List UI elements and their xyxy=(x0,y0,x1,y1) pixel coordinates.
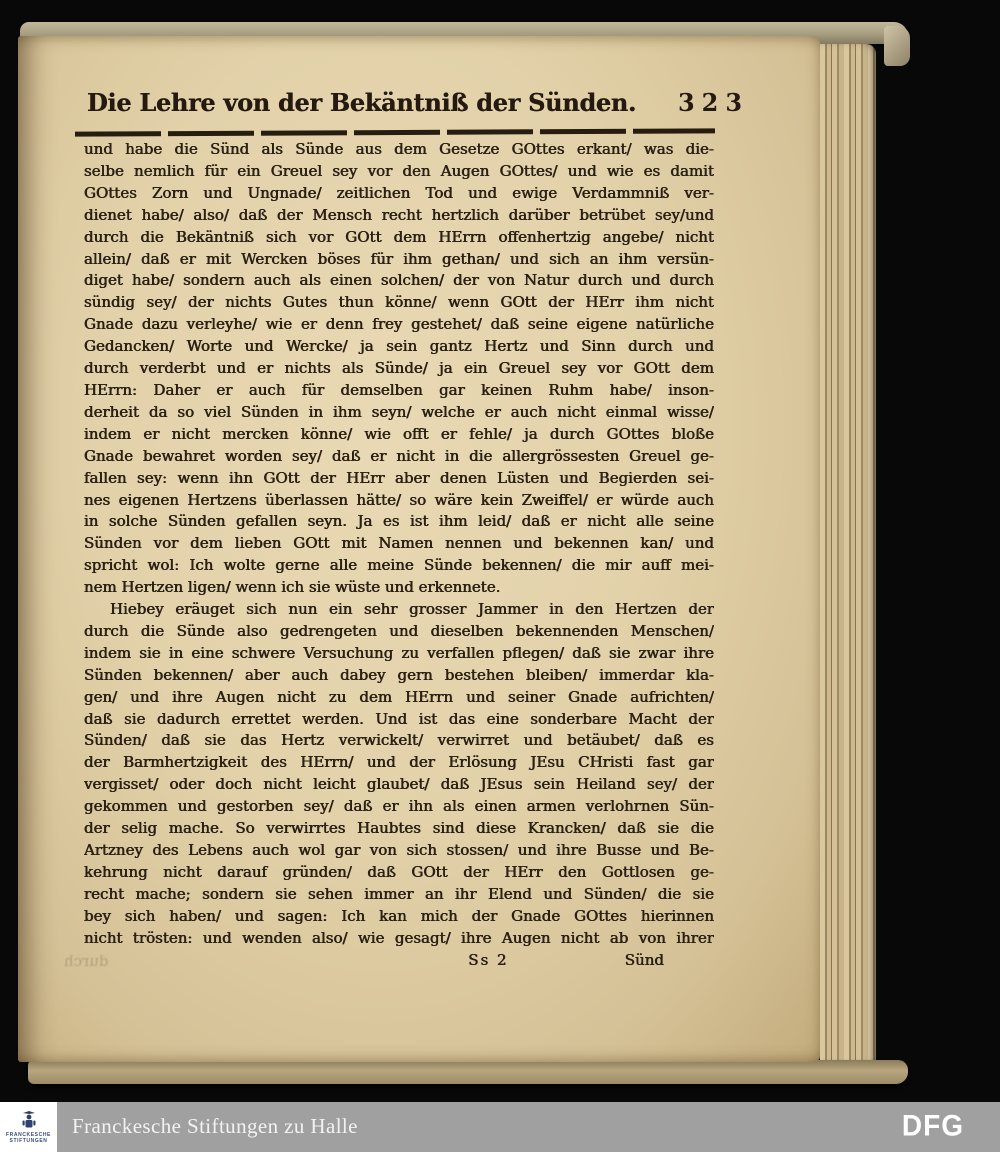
text-line: indem sie in eine schwere Versuchung zu verfallen pflegen/ daß sie zwar ihre xyxy=(84,643,714,662)
signature-mark: Ss 2 xyxy=(468,950,509,969)
text-line: fallen sey: wenn ihn GOtt der HErr aber denen Lüsten und Begierden sei- xyxy=(84,468,714,487)
text-line: Sünden vor dem lieben GOtt mit Namen nennen und bekennen kan/ und xyxy=(84,534,714,553)
text-line: Gedancken/ Worte und Wercke/ ja sein gantz Hertz und Sinn durch und xyxy=(84,337,714,356)
text-line: in solche Sünden gefallen seyn. Ja es ist ihm leid/ daß er nicht alle seine xyxy=(84,512,714,531)
header-rule xyxy=(75,128,715,136)
text-line: gekommen und gestorben sey/ daß er ihn als einen armen verlohrnen Sün- xyxy=(84,797,714,816)
text-line: HErrn: Daher er auch für demselben gar keinen Ruhm habe/ inson- xyxy=(84,380,714,399)
text-line: derheit da so viel Sünden in ihm seyn/ welche er auch nicht einmal wisse/ xyxy=(84,402,714,421)
text-line: nem Hertzen ligen/ wenn ich sie wüste und erkennete. xyxy=(84,578,501,597)
ink-bleed-through: durch xyxy=(64,952,109,970)
paragraph-2 xyxy=(84,599,714,950)
text-line: der selig mache. So verwirrtes Haubtes sind diese Krancken/ daß sie die xyxy=(84,819,714,838)
book-fore-edge xyxy=(820,44,876,1068)
dfg-logo: DFG xyxy=(901,1109,964,1142)
text-line: nes eigenen Hertzens überlassen hätte/ so wäre kein Zweiffel/ er würde auch xyxy=(84,490,714,509)
text-line: und habe die Sünd als Sünde aus dem Gesetze GOttes erkant/ was die- xyxy=(84,140,714,158)
text-line: recht mache; sondern sie sehen immer an ihr Elend und Sünden/ die sie xyxy=(84,884,714,903)
text-line: allein/ daß er mit Wercken böses für ihm gethan/ und sich an ihm versün- xyxy=(84,249,714,268)
text-line: durch verderbt und er nichts als Sünde/ ja ein Greuel sey vor GOtt dem xyxy=(84,359,714,378)
institution-name: Franckesche Stiftungen zu Halle xyxy=(72,1114,358,1138)
logo-text-line2: STIFTUNGEN xyxy=(9,1137,48,1144)
text-line: selbe nemlich für ein Greuel sey vor den Augen GOttes/ und wie es damit xyxy=(84,161,714,180)
text-line: gen/ und ihre Augen nicht zu dem HErrn und seiner Gnade aufrichten/ xyxy=(84,687,714,706)
text-line: Artzney des Lebens auch wol gar von sich stossen/ und ihre Busse und Be- xyxy=(84,841,714,859)
text-line: diget habe/ sondern auch als einen solchen/ der von Natur durch und durch xyxy=(84,271,714,290)
page-number: 323 xyxy=(677,88,750,117)
francke-figure-icon xyxy=(19,1111,39,1131)
text-line: bey sich haben/ und sagen: Ich kan mich der Gnade GOttes hierinnen xyxy=(84,906,714,925)
text-line: Gnade dazu verleyhe/ wie er denn frey gestehet/ daß seine eigene natürliche xyxy=(84,315,714,334)
paragraph-1 xyxy=(84,139,714,599)
text-line: GOttes Zorn und Ungnade/ zeitlichen Tod und ewige Verdammniß ver- xyxy=(84,183,714,202)
text-line: indem er nicht mercken könne/ wie offt er fehle/ ja durch GOttes bloße xyxy=(84,424,714,443)
book-corner-curl xyxy=(884,26,910,66)
text-line: daß sie dadurch errettet werden. Und ist das eine sonderbare Macht der xyxy=(84,709,714,728)
text-line: Hiebey eräuget sich nun ein sehr grosser Jammer in den Hertzen der xyxy=(110,600,714,619)
text-line: durch die Bekäntniß sich vor GOtt dem HErrn offenhertzig angebe/ nicht xyxy=(84,227,714,246)
text-line: vergisset/ oder doch nicht leicht glaubet/ daß JEsus sein Heiland sey/ der xyxy=(84,775,714,794)
logo-text-line1: FRANCKESCHE xyxy=(6,1131,51,1138)
text-line: spricht wol: Ich wolte gerne alle meine Sünde bekennen/ die mir auff mei- xyxy=(84,556,714,575)
signature-line xyxy=(84,951,714,975)
running-header xyxy=(58,88,778,117)
franckesche-stiftungen-logo xyxy=(0,1102,57,1152)
page-title: Die Lehre von der Bekäntniß der Sünden. xyxy=(86,88,636,117)
text-line: der Barmhertzigkeit des HErrn/ und der Erlösung JEsu CHristi fast gar xyxy=(84,753,714,772)
text-line: nicht trösten: und wenden also/ wie gesagt/ ihre Augen nicht ab von ihrer xyxy=(84,928,714,947)
body-text xyxy=(84,139,714,975)
book-bottom-edge xyxy=(28,1060,908,1084)
text-line: Sünden/ daß sie das Hertz verwickelt/ verwirret und betäubet/ daß es xyxy=(84,731,714,750)
catchword: Sünd xyxy=(624,950,664,969)
text-line: Gnade bewahret worden sey/ daß er nicht in die allergrössesten Greuel ge- xyxy=(84,446,714,465)
text-line: Sünden bekennen/ aber auch dabey gern bestehen bleiben/ immerdar kla- xyxy=(84,665,714,684)
text-line: kehrung nicht darauf gründen/ daß GOtt der HErr den Gottlosen ge- xyxy=(84,862,714,881)
book-page xyxy=(18,36,820,1062)
text-line: sündig sey/ der nichts Gutes thun könne/ wenn GOtt der HErr ihm nicht xyxy=(84,293,714,312)
text-line: dienet habe/ also/ daß der Mensch recht hertzlich darüber betrübet sey/und xyxy=(84,205,714,224)
footer-bar xyxy=(0,1102,1000,1152)
text-line: durch die Sünde also gedrengeten und dieselben bekennenden Menschen/ xyxy=(84,621,714,640)
